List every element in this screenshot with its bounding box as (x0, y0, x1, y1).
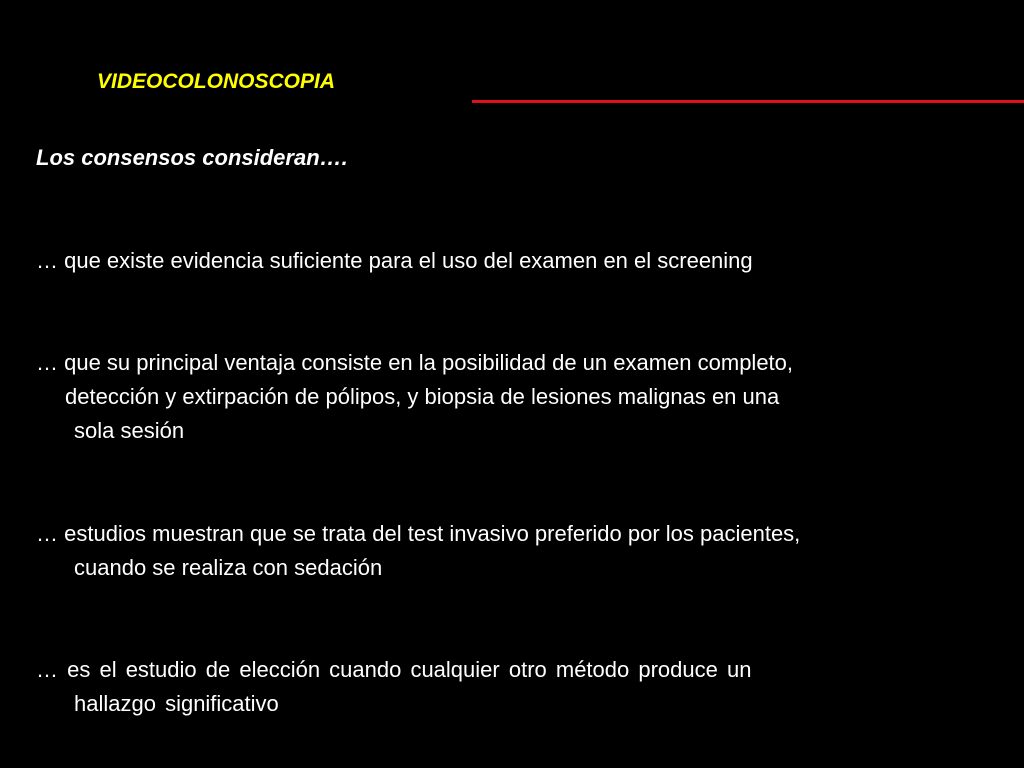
bullet-line: … estudios muestran que se trata del test invasivo preferido por los pacientes, (36, 521, 801, 546)
bullet-point-preferred-test (36, 517, 800, 585)
bullet-line: sola sesión (74, 418, 185, 443)
bullet-line: cuando se realiza con sedación (74, 555, 383, 580)
bullet-point-evidence (36, 244, 753, 278)
bullet-line: detección y extirpación de pólipos, y biopsia de lesiones malignas en una (65, 384, 780, 409)
bullet-line: … que su principal ventaja consiste en la posibilidad de un examen completo, (36, 350, 794, 375)
bullet-point-study-of-choice (36, 653, 751, 721)
bullet-point-advantage (36, 346, 793, 448)
bullet-line: hallazgo significativo (74, 691, 279, 716)
title-underline-rule (472, 100, 1024, 103)
slide-subtitle: Los consensos consideran…. (36, 145, 348, 170)
slide-title: VIDEOCOLONOSCOPIA (97, 70, 336, 93)
bullet-line: … que existe evidencia suficiente para el uso del examen en el screening (36, 248, 753, 273)
bullet-line: … es el estudio de elección cuando cualquier otro método produce un (36, 657, 752, 682)
